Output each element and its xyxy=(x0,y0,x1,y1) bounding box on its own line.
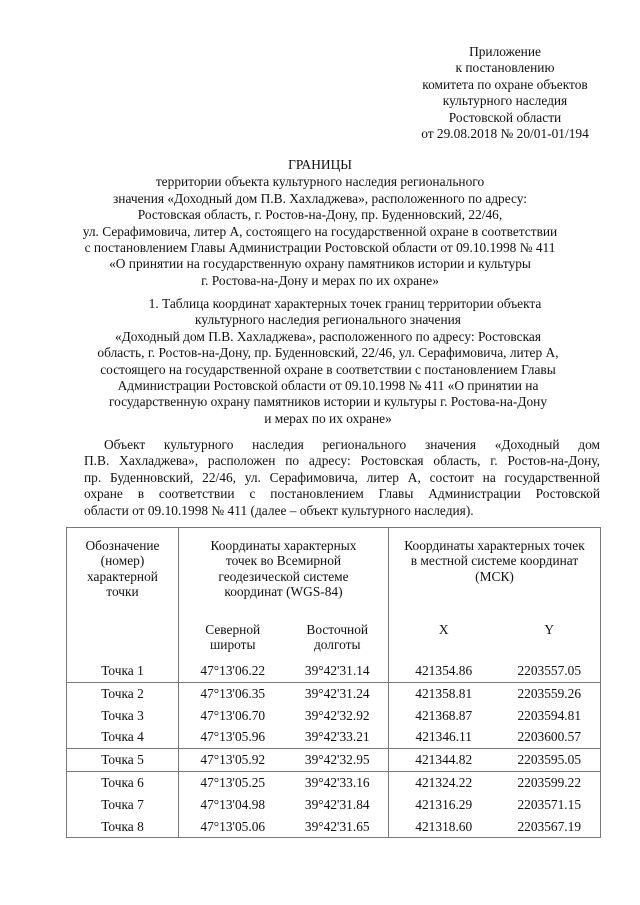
body-paragraph xyxy=(84,437,600,519)
cell-east: 39°42'33.16 xyxy=(287,771,389,793)
cell-north: 47°13'06.22 xyxy=(200,663,266,678)
cell-east: 39°42'31.24 xyxy=(287,682,389,704)
appendix-line: к постановлению xyxy=(455,60,555,76)
cell-x: 421316.29 xyxy=(415,796,473,812)
title-line: значения «Доходный дом П.В. Хахладжева», расположенного по адресу: xyxy=(112,190,528,206)
cell-x: 421368.87 xyxy=(415,707,473,723)
cell-north: 47°13'05.06 xyxy=(179,816,287,838)
cell-east: 39°42'31.84 xyxy=(287,794,389,816)
cell-y: 2203557.05 xyxy=(499,660,601,682)
section-line: состоящего на государственной охране в соответствии с постановлением Главы xyxy=(100,361,556,377)
header-east: Восточной долготы xyxy=(287,622,389,660)
cell-y: 2203600.57 xyxy=(499,726,601,748)
cell-y: 2203599.22 xyxy=(499,771,601,793)
section-line: культурного наследия регионального значения xyxy=(195,312,461,328)
header-point: Обозначение (номер) характерной точки xyxy=(67,528,179,623)
cell-north: 47°13'06.35 xyxy=(179,682,287,704)
table-row xyxy=(67,794,601,816)
cell-point: Точка 2 xyxy=(67,682,179,704)
header-x: X xyxy=(438,622,449,637)
cell-x: 421346.11 xyxy=(415,729,472,745)
section-line: Администрации Ростовской области от 09.10.1998 № 411 «О принятии на xyxy=(117,378,539,394)
header-north: Северной широты xyxy=(205,622,261,653)
cell-x: 421318.60 xyxy=(389,816,499,838)
header-point-empty xyxy=(67,622,179,660)
table-row xyxy=(67,726,601,748)
title-line: ул. Серафимовича, литер А, состоящего на государственной охране в соответствии xyxy=(82,223,558,239)
cell-x: 421354.86 xyxy=(415,663,473,678)
cell-north: 47°13'04.98 xyxy=(200,796,266,812)
table-row xyxy=(67,682,601,704)
title-line: г. Ростова-на-Дону и мерах по их охране» xyxy=(201,272,439,288)
cell-y: 2203595.05 xyxy=(499,749,601,772)
section-heading xyxy=(68,296,588,427)
appendix-line: Ростовской области xyxy=(448,109,562,125)
paragraph-line: пр. Буденновский, 22/46, ул. Серафимовича, литер А, состоит на государственной xyxy=(84,469,600,485)
cell-y: 2203594.81 xyxy=(499,705,601,727)
cell-point: Точка 5 xyxy=(67,749,179,772)
title-line: Ростовская область, г. Ростов-на-Дону, пр. Буденновский, 22/46, xyxy=(137,207,503,223)
coordinates-table xyxy=(66,527,601,838)
cell-point: Точка 7 xyxy=(67,794,179,816)
table-header-row xyxy=(67,528,601,623)
cell-east: 39°42'32.92 xyxy=(287,705,389,727)
section-line: и мерах по их охране» xyxy=(264,410,392,426)
title-line: «О принятии на государственную охрану памятников истории и культуры xyxy=(109,256,531,272)
paragraph-line: области от 09.10.1998 № 411 (далее – объект культурного наследия). xyxy=(84,502,474,518)
header-wgs: Координаты характерных точек во Всемирной геодезической системе координат (WGS-84) xyxy=(179,528,389,623)
table-row xyxy=(67,749,601,772)
table-subheader-row xyxy=(67,622,601,660)
cell-north: 47°13'06.70 xyxy=(200,707,266,723)
cell-y: 2203567.19 xyxy=(499,816,601,838)
section-line: «Доходный дом П.В. Хахладжева», расположенного по адресу: Ростовская xyxy=(114,328,542,344)
section-line: область, г. Ростов-на-Дону, пр. Буденновский, 22/46, ул. Серафимовича, литер А, xyxy=(97,345,559,361)
cell-x: 421358.81 xyxy=(389,682,499,704)
cell-east: 39°42'31.65 xyxy=(287,816,389,838)
header-msk: Координаты характерных точек в местной системе координат (МСК) xyxy=(389,528,601,623)
appendix-line: от 29.08.2018 № 20/01-01/194 xyxy=(421,126,589,142)
cell-y: 2203571.15 xyxy=(499,794,601,816)
paragraph-line: охране в соответствии с постановлением Главы Администрации Ростовской xyxy=(84,486,600,502)
table-row xyxy=(67,771,601,793)
title-line: территории объекта культурного наследия регионального xyxy=(155,174,485,190)
cell-point: Точка 3 xyxy=(67,705,179,727)
table-row xyxy=(67,705,601,727)
table-row xyxy=(67,816,601,838)
cell-north: 47°13'05.96 xyxy=(200,729,266,745)
cell-east: 39°42'33.21 xyxy=(287,726,389,748)
cell-point: Точка 4 xyxy=(67,726,179,748)
cell-point: Точка 8 xyxy=(67,816,179,838)
title-heading: ГРАНИЦЫ xyxy=(288,157,352,172)
appendix-line: Приложение xyxy=(469,44,541,59)
cell-x: 421324.22 xyxy=(389,771,499,793)
cell-north: 47°13'05.25 xyxy=(179,771,287,793)
appendix-line: культурного наследия xyxy=(442,93,568,109)
section-line: 1. Таблица координат характерных точек границ территории объекта xyxy=(148,296,542,311)
section-line: государственную охрану памятников истории и культуры г. Ростова-на-Дону xyxy=(108,394,548,410)
title-line: с постановлением Главы Администрации Ростовской области от 09.10.1998 № 411 xyxy=(84,240,556,256)
header-y: Y xyxy=(499,622,601,660)
paragraph-line: Объект культурного наследия регионального значения «Доходный дом xyxy=(104,437,600,452)
cell-x: 421344.82 xyxy=(389,749,499,772)
cell-y: 2203559.26 xyxy=(499,682,601,704)
cell-east: 39°42'32.95 xyxy=(287,749,389,772)
appendix-line: комитета по охране объектов xyxy=(422,76,588,92)
document-title xyxy=(0,157,640,289)
cell-north: 47°13'05.92 xyxy=(179,749,287,772)
appendix-block xyxy=(360,44,640,142)
cell-east: 39°42'31.14 xyxy=(287,660,389,682)
cell-point: Точка 6 xyxy=(67,771,179,793)
table-row xyxy=(67,660,601,682)
cell-point: Точка 1 xyxy=(67,660,179,682)
paragraph-line: П.В. Хахладжева», расположен по адресу: Ростовская область, г. Ростов-на-Дону, xyxy=(84,453,600,469)
